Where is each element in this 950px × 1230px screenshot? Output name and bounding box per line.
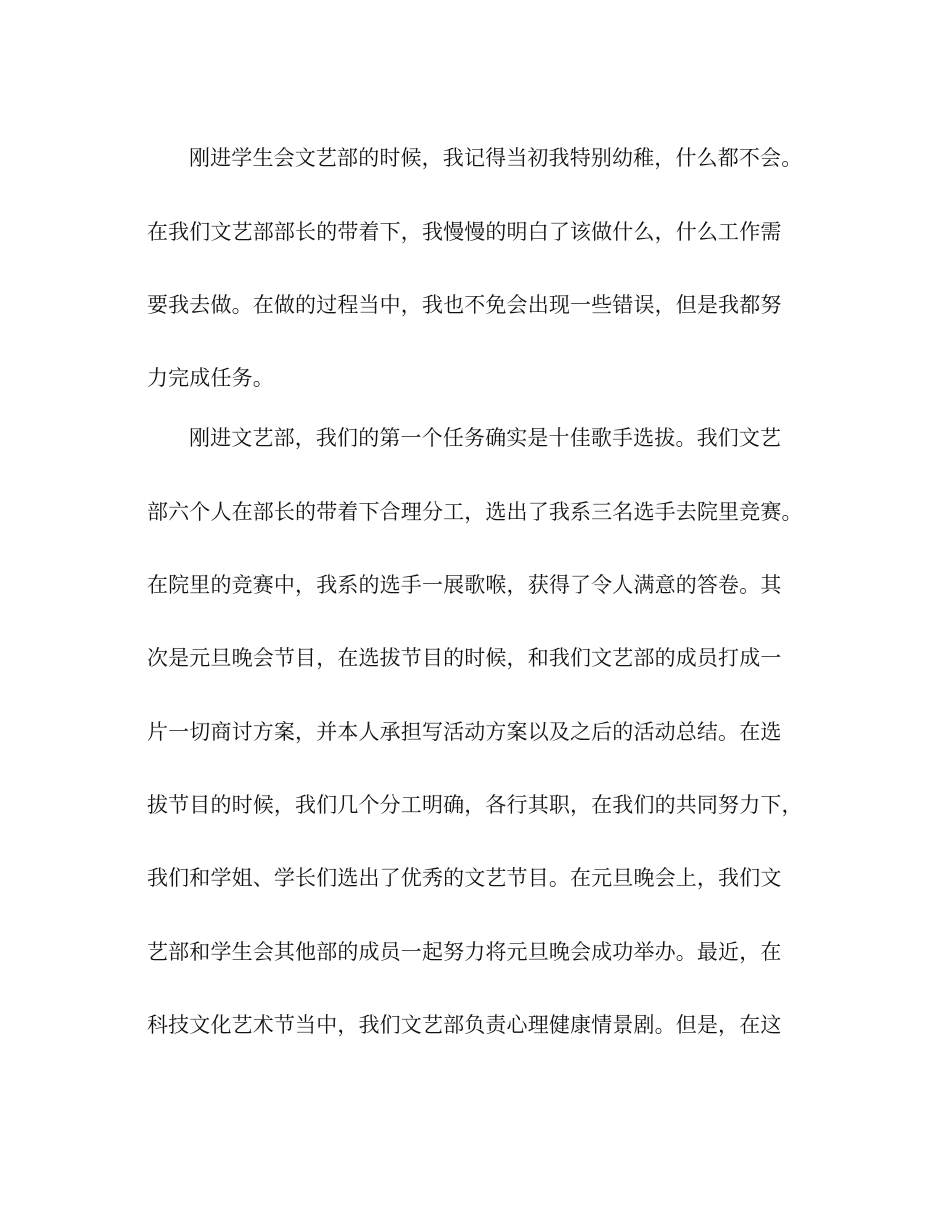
paragraph-line: 片一切商讨方案，并本人承担写活动方案以及之后的活动总结。在选	[147, 720, 782, 744]
paragraph-line: 艺部和学生会其他部的成员一起努力将元旦晚会成功举办。最近，在	[147, 940, 782, 964]
paragraph-line: 在院里的竞赛中，我系的选手一展歌喉，获得了令人满意的答卷。其	[147, 573, 782, 597]
paragraph-line: 我们和学姐、学长们选出了优秀的文艺节目。在元旦晚会上，我们文	[147, 866, 782, 890]
paragraph-line: 拔节目的时候，我们几个分工明确，各行其职，在我们的共同努力下，	[147, 793, 803, 817]
paragraph-line: 在我们文艺部部长的带着下，我慢慢的明白了该做什么，什么工作需	[147, 220, 782, 244]
paragraph-line: 部六个人在部长的带着下合理分工，选出了我系三名选手去院里竞赛。	[147, 500, 803, 524]
paragraph-line: 力完成任务。	[147, 366, 274, 390]
paragraph-line: 刚进学生会文艺部的时候，我记得当初我特别幼稚，什么都不会。	[189, 146, 803, 170]
paragraph-line: 刚进文艺部，我们的第一个任务确实是十佳歌手选拔。我们文艺	[189, 426, 782, 450]
paragraph-line: 科技文化艺术节当中，我们文艺部负责心理健康情景剧。但是，在这	[147, 1013, 782, 1037]
paragraph-line: 次是元旦晚会节目，在选拔节目的时候，和我们文艺部的成员打成一	[147, 646, 782, 670]
paragraph-line: 要我去做。在做的过程当中，我也不免会出现一些错误，但是我都努	[147, 293, 782, 317]
